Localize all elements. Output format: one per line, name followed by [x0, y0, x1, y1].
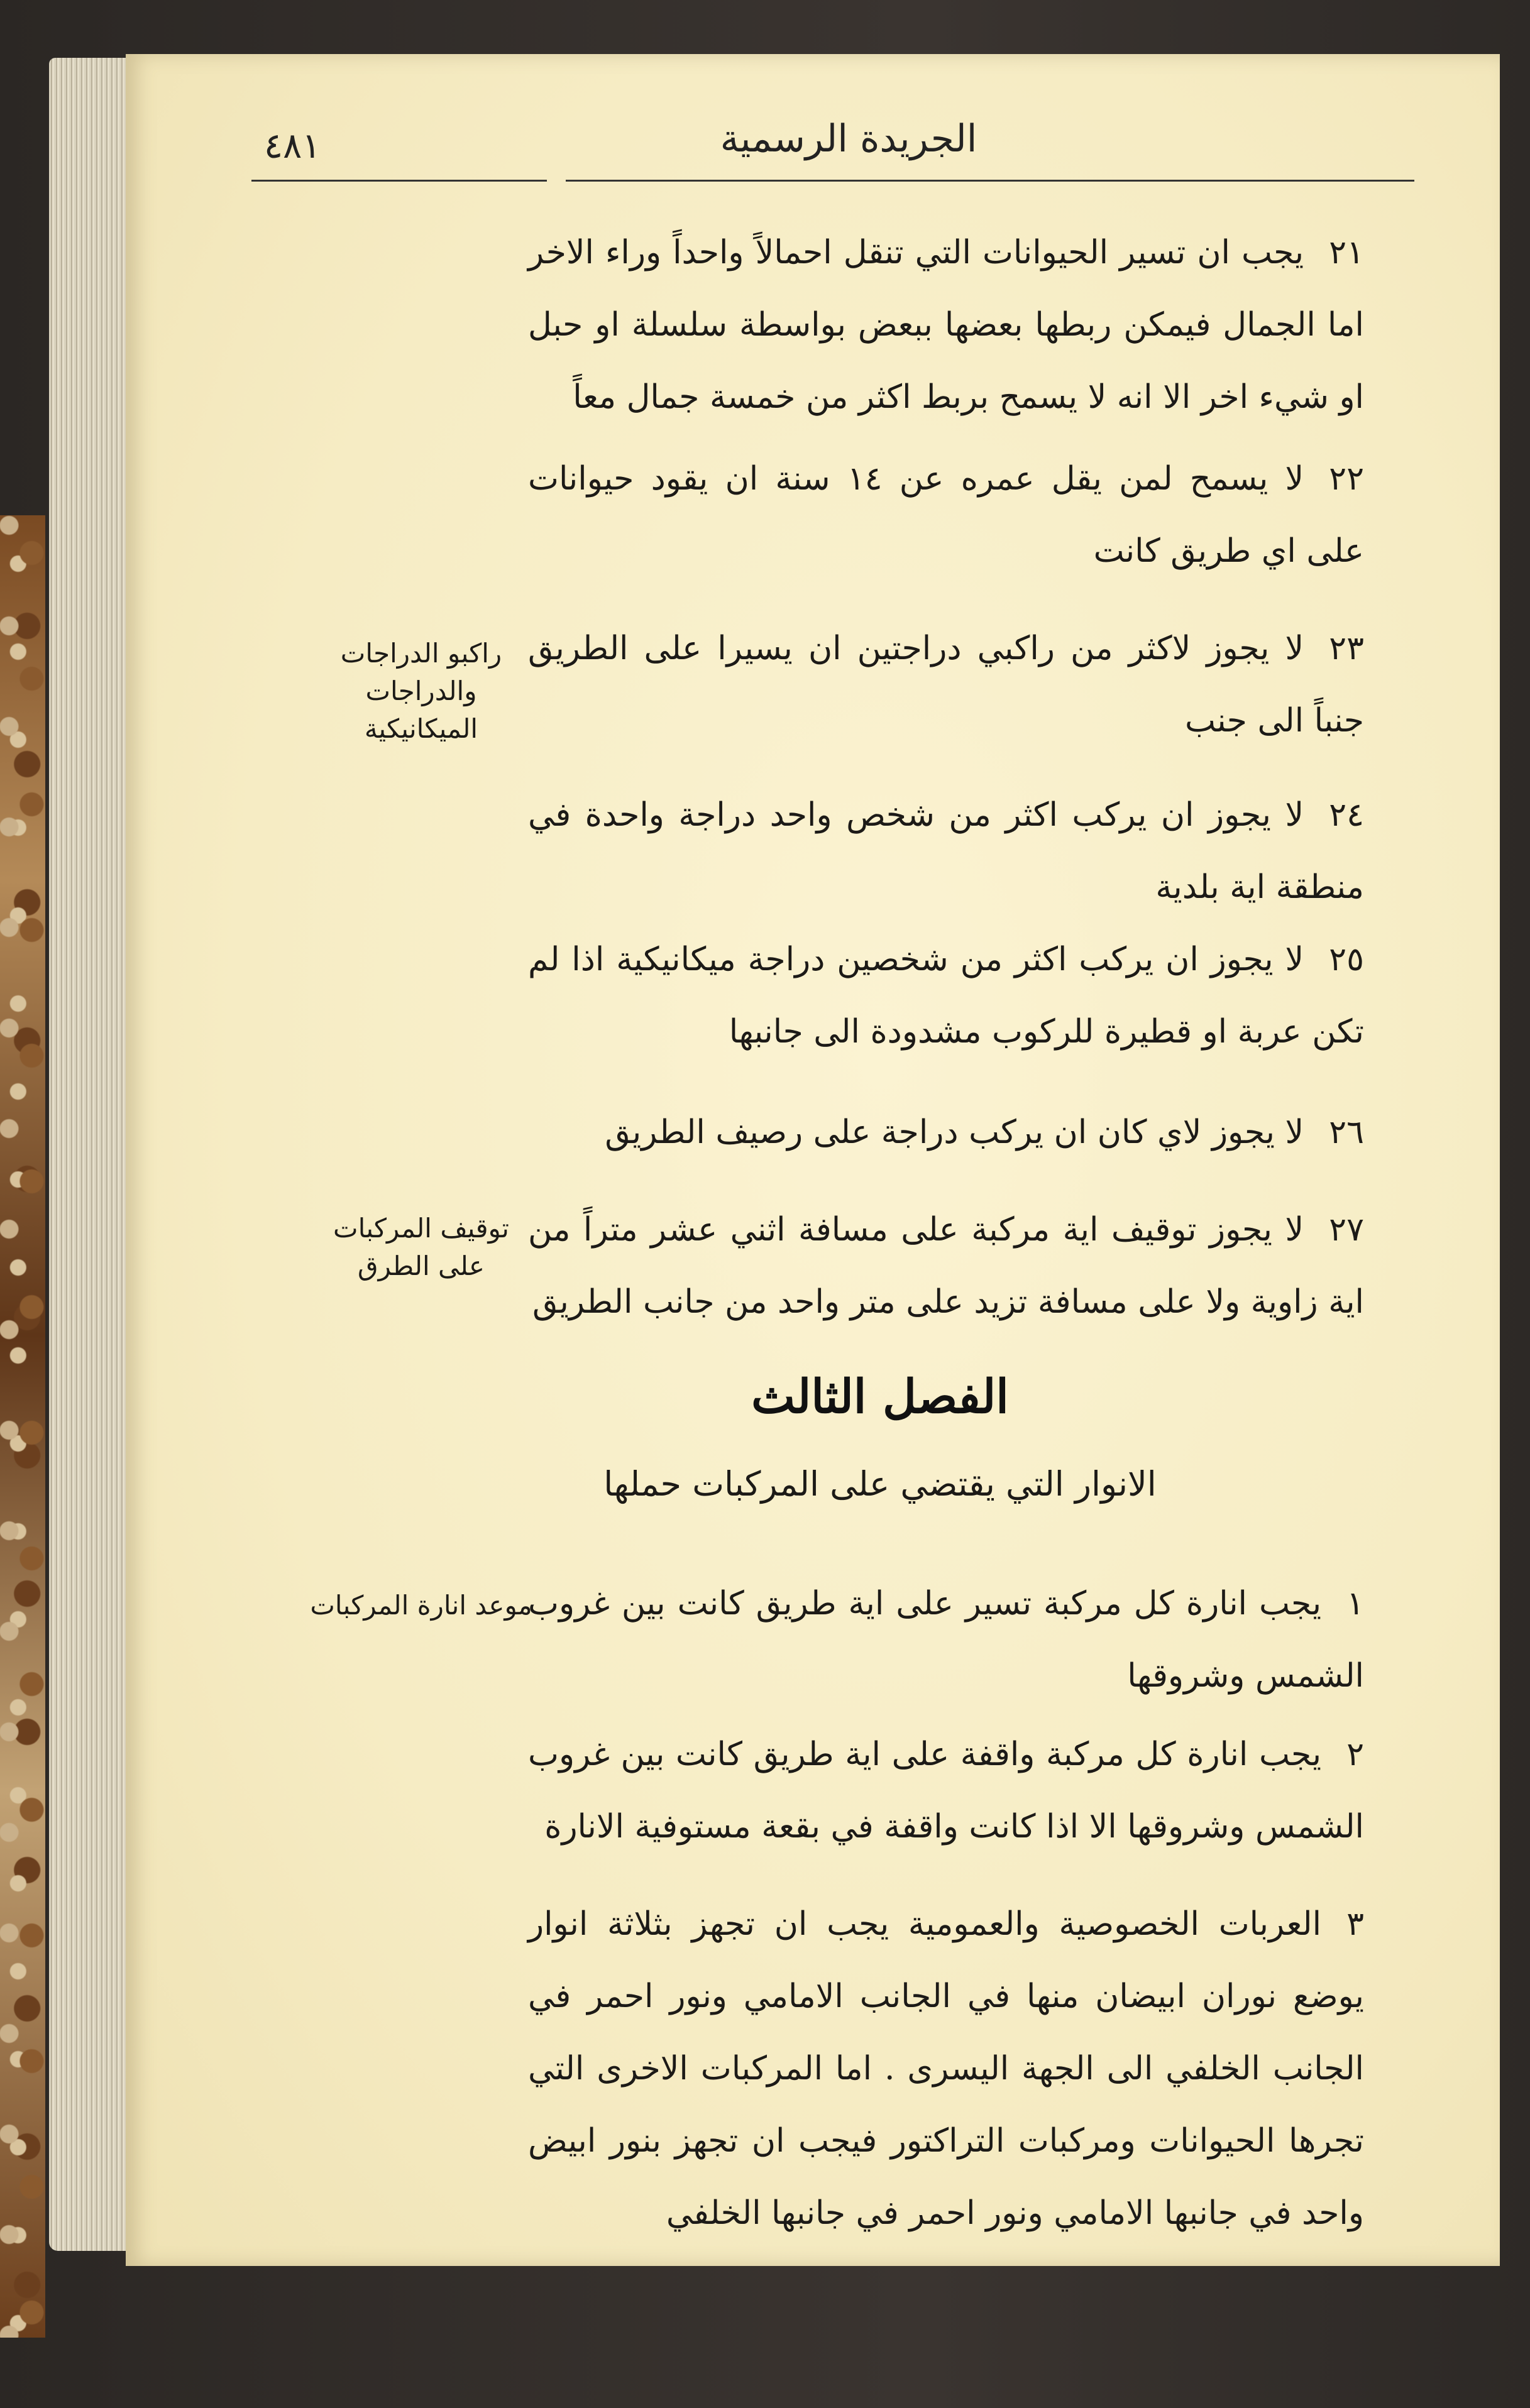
chapter-article-3 [528, 1888, 1364, 2250]
chapter-article-2 [528, 1719, 1364, 1863]
margin-note-stopping: توقيف المركبات على الطرق [333, 1213, 509, 1281]
article-text: العربات الخصوصية والعمومية يجب ان تجهز بثلاثة انوار يوضع نوران ابيضان منها في الجانب الامامي ونور احمر في الجانب الخلفي الى الجهة اليسرى . اما المركبات الاخرى التي تجرها الحيوانات ومركبات التراكتور فيجب ان تجهز بنور ابيض واحد في جانبها الامامي ونور احمر في جانبها الخلفي [528, 1905, 1364, 2232]
article-number: ٢٣ [1329, 630, 1364, 667]
article-number: ٣ [1346, 1905, 1364, 1943]
chapter-title: الفصل الثالث [751, 1370, 1009, 1424]
article-23 [528, 613, 1364, 757]
page-number: ٤٨١ [264, 126, 321, 167]
article-number: ٢٧ [1329, 1211, 1364, 1249]
article-text: لا يجوز ان يركب اكثر من شخصين دراجة ميكانيكية اذا لم تكن عربة او قطيرة للركوب مشدودة الى جانبها [528, 941, 1364, 1051]
article-22 [528, 443, 1364, 588]
article-text: لا يجوز توقيف اية مركبة على مسافة اثني عشر متراً من اية زاوية ولا على مسافة تزيد على متر واحد من جانب الطريق [528, 1211, 1364, 1321]
article-text: يجب ان تسير الحيوانات التي تنقل احمالاً واحداً وراء الاخر اما الجمال فيمكن ربطها بعضها ببعض بواسطة سلسلة او حبل او شيء اخر الا انه لا يسمح بربط اكثر من خمسة جمال معاً [528, 234, 1364, 416]
article-text: لا يجوز ان يركب اكثر من شخص واحد دراجة واحدة في منطقة اية بلدية [528, 796, 1364, 906]
article-number: ١ [1346, 1585, 1364, 1623]
article-text: لا يجوز لاي كان ان يركب دراجة على رصيف الطريق [605, 1114, 1304, 1151]
page-edges [49, 58, 137, 2251]
marbled-edge [0, 515, 45, 2338]
article-number: ٢ [1346, 1736, 1364, 1773]
article-number: ٢٢ [1329, 460, 1364, 498]
article-number: ٢٦ [1329, 1114, 1364, 1151]
article-21 [528, 217, 1364, 434]
article-text: لا يسمح لمن يقل عمره عن ١٤ سنة ان يقود حيوانات على اي طريق كانت [528, 460, 1364, 570]
running-title: الجريدة الرسمية [720, 117, 977, 161]
chapter-article-1 [528, 1568, 1364, 1712]
article-text: يجب انارة كل مركبة واقفة على اية طريق كانت بين غروب الشمس وشروقها الا اذا كانت واقفة في بقعة مستوفية الانارة [528, 1736, 1364, 1846]
article-number: ٢٤ [1329, 796, 1364, 834]
article-text: لا يجوز لاكثر من راكبي دراجتين ان يسيرا على الطريق جنباً الى جنب [528, 630, 1364, 740]
header-rule [566, 180, 1414, 182]
margin-note-cyclists: راكبو الدراجات والدراجات الميكانيكية [340, 638, 502, 744]
chapter-subtitle: الانوار التي يقتضي على المركبات حملها [603, 1464, 1157, 1504]
margin-note-lighting-time: موعد انارة المركبات [310, 1590, 532, 1621]
article-25 [528, 924, 1364, 1068]
article-number: ٢٥ [1329, 941, 1364, 978]
article-number: ٢١ [1329, 234, 1364, 271]
article-text: يجب انارة كل مركبة تسير على اية طريق كانت بين غروب الشمس وشروقها [528, 1585, 1364, 1695]
article-27 [528, 1194, 1364, 1338]
header-rule [251, 180, 547, 182]
article-26 [528, 1097, 1364, 1169]
article-24 [528, 779, 1364, 924]
